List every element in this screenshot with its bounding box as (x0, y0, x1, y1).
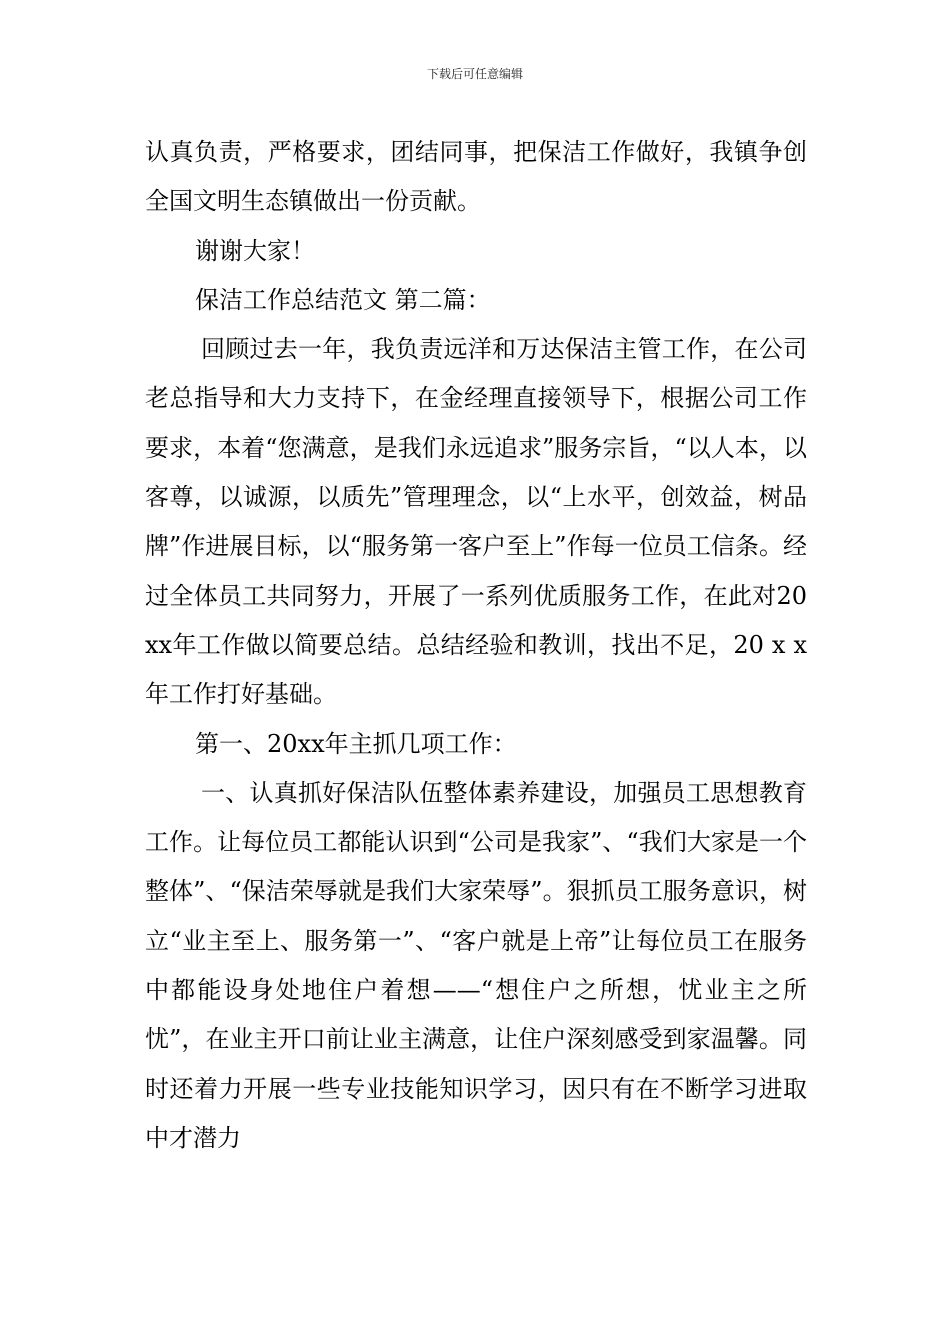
paragraph-closing: 认真负责，严格要求，团结同事，把保洁工作做好，我镇争创全国文明生态镇做出一份贡献。 (145, 138, 807, 216)
paragraph-thanks: 谢谢大家！ (195, 236, 315, 265)
paragraph-item-one: 一、认真抓好保洁队伍整体素养建设，加强员工思想教育工作。让每位员工都能认识到“公司是我家”、“我们大家是一个整体”、“保洁荣辱就是我们大家荣辱”。狠抓员工服务意识，树立“业主至上、服务第一”、“客户就是上帝”让每位员工在服务中都能设身处地住户着想——“想住户之所想，忧业主之所忧”，在业主开口前让业主满意，让住户深刻感受到家温馨。同时还着力开展一些专业技能知识学习，因只有在不断学习进取中才潜力 (145, 778, 807, 1152)
paragraph-review: 回顾过去一年，我负责远洋和万达保洁主管工作，在公司老总指导和大力支持下，在金经理直接领导下，根据公司工作要求，本着“您满意，是我们永远追求”服务宗旨，“以人本，以客尊，以诚源，以质先”管理理念，以“上水平，创效益，树品牌”作进展目标，以“服务第一客户至上”作每一位员工信条。经过全体员工共同努力，开展了一系列优质服务工作，在此对20xx年工作做以简要总结。总结经验和教训，找出不足，20 x x年工作打好基础。 (145, 335, 807, 709)
page-header: 下载后可任意编辑 (426, 67, 523, 81)
subsection-heading: 第一、20xx年主抓几项工作： (195, 729, 517, 758)
section-heading: 保洁工作总结范文 第二篇： (195, 285, 491, 314)
document-body (145, 128, 807, 1163)
